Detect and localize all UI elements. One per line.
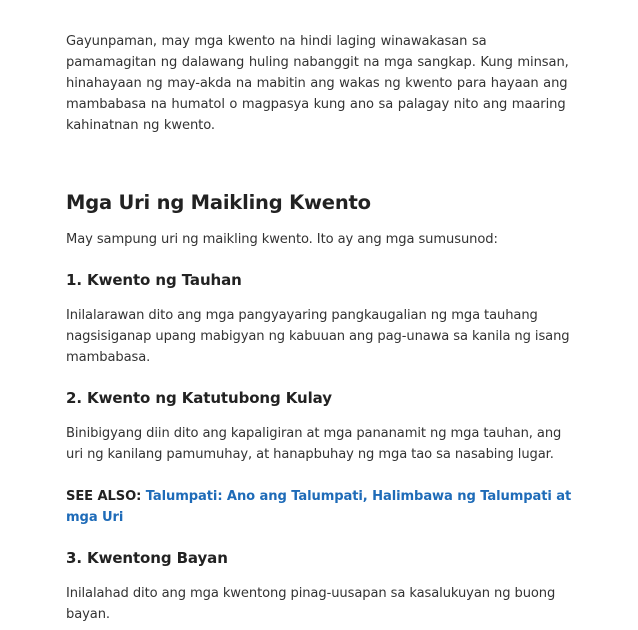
see-also-link[interactable]: Talumpati: Ano ang Talumpati, Halimbawa ng Talumpati at mga Uri — [66, 489, 572, 525]
type-2-heading: 2. Kwento ng Katutubong Kulay — [66, 389, 332, 407]
article-content — [66, 31, 580, 625]
type-3-body: Inilalahad dito ang mga kwentong pinag-uusapan sa kasalukuyan ng buong bayan. — [66, 586, 556, 622]
type-1-body: Inilalarawan dito ang mga pangyayaring pangkaugalian ng mga tauhang nagsisiganap upang mabigyan ng kabuuan ang pag-unawa sa kanila ng isang mambabasa. — [66, 308, 570, 365]
type-3-heading: 3. Kwentong Bayan — [66, 549, 228, 567]
see-also-label: SEE ALSO: — [66, 489, 142, 504]
type-1-heading: 1. Kwento ng Tauhan — [66, 271, 242, 289]
section-title: Mga Uri ng Maikling Kwento — [66, 191, 371, 214]
intro-paragraph: Gayunpaman, may mga kwento na hindi laging winawakasan sa pamamagitan ng dalawang huling nabanggit na mga sangkap. Kung minsan, hinahayaan ng may-akda na mabitin ang wakas ng kwento para hayaan ang mambabasa na humatol o magpasya kung ano sa palagay nito ang maaring kahinatnan ng kwento. — [66, 34, 569, 133]
see-also — [66, 486, 580, 528]
section-lead: May sampung uri ng maikling kwento. Ito ay ang mga sumusunod: — [66, 232, 498, 247]
type-2-body: Binibigyang diin dito ang kapaligiran at mga pananamit ng mga tauhan, ang uri ng kanilang pamumuhay, at hanapbuhay ng mga tao sa nasabing lugar. — [66, 426, 562, 462]
